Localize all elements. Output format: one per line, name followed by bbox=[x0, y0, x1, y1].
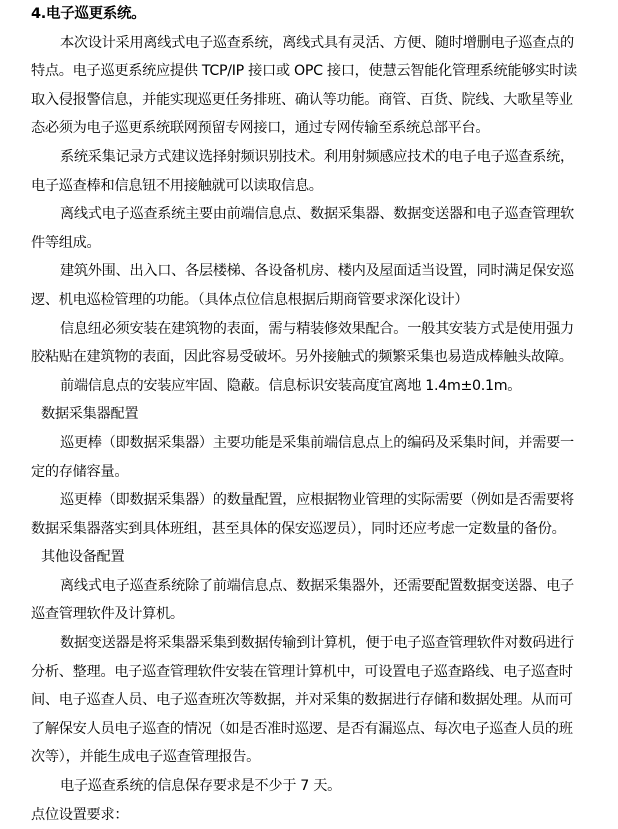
paragraph-line: 系统采集记录方式建议选择射频识别技术。利用射频感应技术的电子电子巡查系统， bbox=[60, 148, 574, 165]
paragraph-line: 间、电子巡查人员、电子巡查班次等数据，并对采集的数据进行存储和数据处理。从而可 bbox=[31, 692, 573, 709]
paragraph-lines bbox=[31, 29, 597, 829]
paragraph-line: 电子巡查棒和信息钮不用接触就可以读取信息。 bbox=[31, 177, 323, 194]
paragraph-line: 逻、机电巡检管理的功能。（具体点位信息根据后期商管要求深化设计） bbox=[31, 291, 469, 308]
paragraph-line: 建筑外围、出入口、各层楼梯、各设备机房、楼内及屋面适当设置，同时满足保安巡 bbox=[60, 263, 574, 280]
paragraph-line: 态必须为电子巡更系统联网预留专网接口，通过专网传输至系统总部平台。 bbox=[31, 120, 490, 137]
paragraph-line: 了解保安人员电子巡查的情况（如是否准时巡逻、是否有漏巡点、每次电子巡查人员的班 bbox=[31, 720, 573, 737]
section-title: 4.电子巡更系统。 bbox=[31, 6, 146, 22]
paragraph-line: 取入侵报警信息，并能实现巡更任务排班、确认等功能。商管、百货、院线、大歌星等业 bbox=[31, 91, 573, 108]
document-body bbox=[31, 0, 597, 829]
paragraph-line: 离线式电子巡查系统主要由前端信息点、数据采集器、数据变送器和电子巡查管理软 bbox=[60, 206, 574, 223]
subheading: 其他设备配置 bbox=[41, 549, 125, 566]
paragraph-line: 巡更棒（即数据采集器）的数量配置，应根据物业管理的实际需要（例如是否需要将 bbox=[60, 492, 574, 509]
paragraph-line: 本次设计采用离线式电子巡查系统，离线式具有灵活、方便、随时增删电子巡查点的 bbox=[60, 34, 574, 51]
paragraph-line: 分析、整理。电子巡查管理软件安装在管理计算机中，可设置电子巡查路线、电子巡查时 bbox=[31, 663, 573, 680]
paragraph-line: 数据变送器是将采集器采集到数据传输到计算机，便于电子巡查管理软件对数码进行 bbox=[60, 635, 574, 652]
paragraph-line: 胶粘贴在建筑物的表面，因此容易受破坏。另外接触式的频繁采集也易造成棒触头故障。 bbox=[31, 349, 573, 366]
paragraph-line: 件等组成。 bbox=[31, 234, 101, 251]
paragraph-line: 特点。电子巡更系统应提供 TCP/IP 接口或 OPC 接口，使慧云智能化管理系统能够实时读 bbox=[31, 63, 577, 80]
paragraph-line: 点位设置要求： bbox=[31, 806, 129, 823]
paragraph-line: 巡更棒（即数据采集器）主要功能是采集前端信息点上的编码及采集时间，并需要一 bbox=[60, 434, 574, 451]
paragraph-line: 次等），并能生成电子巡查管理报告。 bbox=[31, 749, 260, 766]
subheading: 数据采集器配置 bbox=[41, 406, 139, 423]
paragraph-line: 定的存储容量。 bbox=[31, 463, 129, 480]
paragraph-line: 信息纽必须安装在建筑物的表面，需与精装修效果配合。一般其安装方式是使用强力 bbox=[60, 320, 574, 337]
paragraph-line: 前端信息点的安装应牢固、隐蔽。信息标识安装高度宜离地 1.4m±0.1m。 bbox=[60, 377, 522, 394]
paragraph-line: 巡查管理软件及计算机。 bbox=[31, 606, 184, 623]
paragraph-line: 数据采集器落实到具体班组，甚至具体的保安巡逻员），同时还应考虑一定数量的备份。 bbox=[31, 520, 566, 537]
paragraph-line: 离线式电子巡查系统除了前端信息点、数据采集器外，还需要配置数据变送器、电子 bbox=[60, 577, 574, 594]
paragraph-line: 电子巡查系统的信息保存要求是不少于 7 天。 bbox=[60, 778, 342, 795]
